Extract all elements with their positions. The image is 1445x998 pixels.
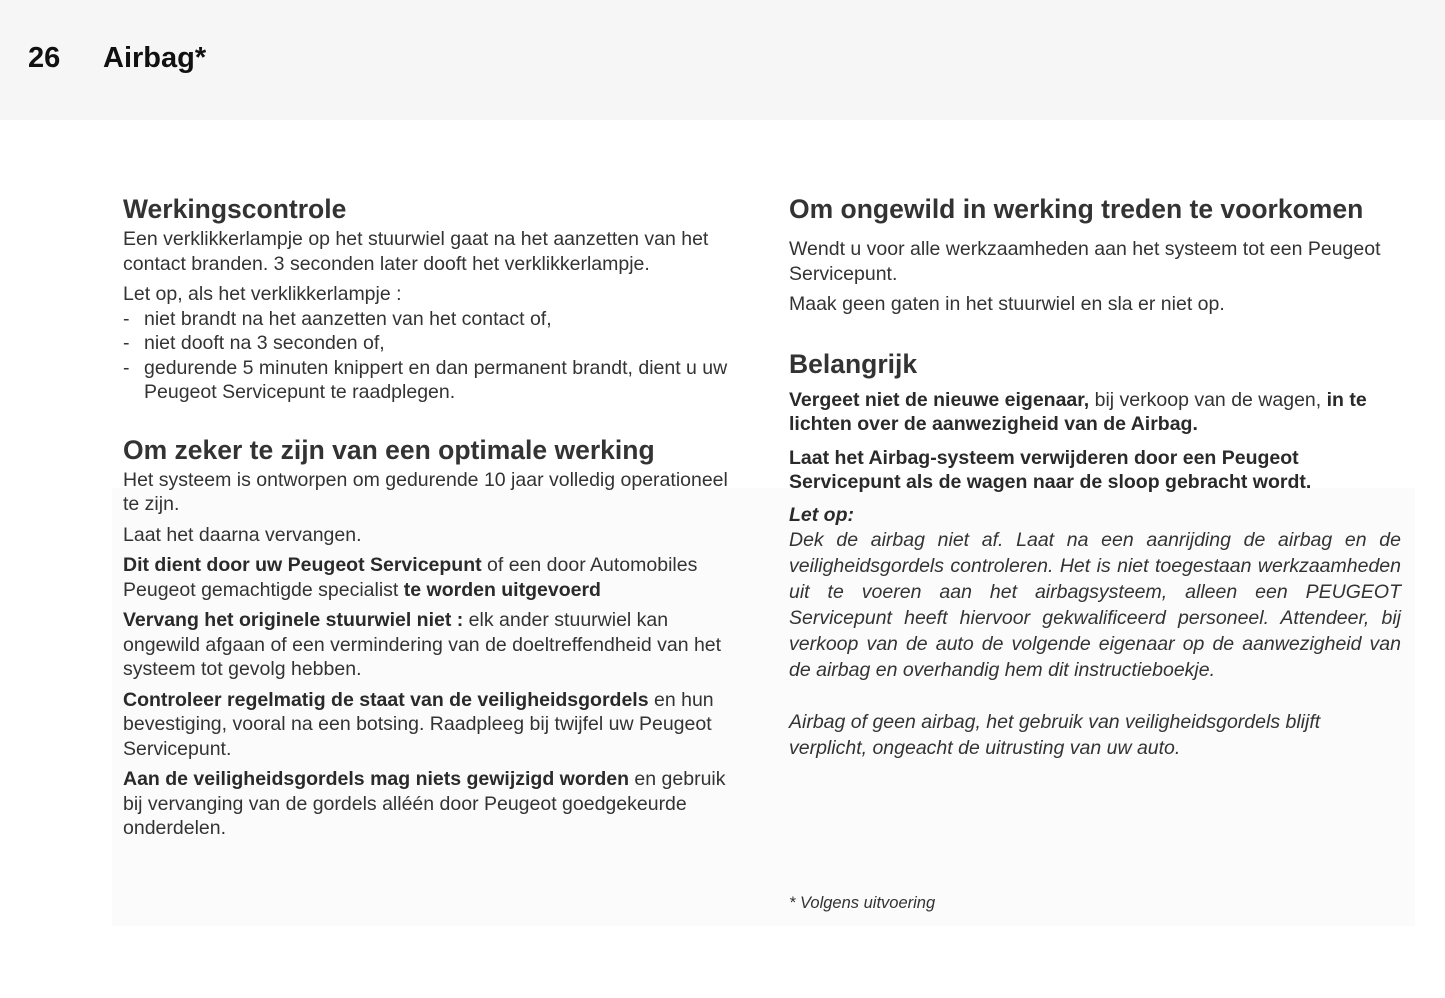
section-belangrijk (789, 347, 1401, 762)
text: en hun bevestiging, vooral na een botsing. Raadpleeg bij twijfel uw Peugeot Servicepunt. (123, 688, 714, 760)
section-optimale-werking (123, 433, 738, 841)
paragraph (123, 553, 738, 602)
bold-text: Vergeet niet de nieuwe eigenaar, (789, 388, 1090, 411)
section-heading: Werkingscontrole (123, 194, 347, 224)
paragraph: Een verklikkerlampje op het stuurwiel gaat na het aanzetten van het contact branden. 3 seconden later dooft het verklikkerlampje. (123, 228, 709, 275)
paragraph (789, 446, 1401, 495)
dash-list (123, 307, 738, 405)
bold-italic-text: Let op: (789, 503, 854, 526)
section-ongewild-in-werking (789, 192, 1401, 317)
paragraph: Dek de airbag niet af. Laat na een aanrijding de airbag en de veiligheidsgordels controleren. Het is niet toegestaan werkzaamheden uit te voeren aan het airbagsysteem, alleen een PEUGEOT Servicepunt heeft hiervoor gekwalificeerd personeel. Attendeer, bij verkoop van de auto de volgende eigenaar op de aanwezigheid van de airbag en overhandig hem dit instructieboekje. (789, 529, 1401, 681)
bold-text: Laat het Airbag-systeem verwijderen door een Peugeot Servicepunt als de wagen naar de sloop gebracht wordt. (789, 446, 1312, 493)
paragraph (123, 608, 738, 682)
paragraph (123, 688, 738, 762)
right-column (789, 192, 1401, 761)
footnote: * Volgens uitvoering (789, 894, 936, 912)
section-heading: Om zeker te zijn van een optimale werking (123, 434, 655, 465)
list-item: - niet dooft na 3 seconden of, (123, 331, 738, 356)
text: of een door Automobiles Peugeot gemachtigde specialist (123, 554, 698, 601)
bold-text: in te lichten over de aanwezigheid van de Airbag. (789, 388, 1367, 435)
text: bij verkoop van de wagen, (1089, 388, 1327, 411)
section-werkingscontrole (123, 192, 738, 405)
text: en gebruik bij vervanging van de gordels alléén door Peugeot goedgekeurde onderdelen. (123, 768, 726, 839)
page-title: Airbag* (103, 42, 207, 74)
paragraph (123, 767, 738, 841)
paragraph: Het systeem is ontworpen om gedurende 10 jaar volledig operationeel te zijn. (123, 468, 728, 515)
paragraph: Airbag of geen airbag, het gebruik van veiligheidsgordels blijft verplicht, ongeacht de uitrusting van uw auto. (789, 711, 1321, 759)
list-item: - niet brandt na het aanzetten van het contact of, (123, 307, 738, 332)
page-number: 26 (28, 42, 61, 74)
paragraph: Maak geen gaten in het stuurwiel en sla er niet op. (789, 293, 1225, 315)
list-item: - gedurende 5 minuten knippert en dan permanent brandt, dient u uw Peugeot Servicepunt te raadplegen. (123, 356, 738, 405)
bold-text: Controleer regelmatig de staat van de veiligheidsgordels (123, 688, 649, 711)
left-column (123, 192, 738, 841)
bold-text: Vervang het originele stuurwiel niet : (123, 609, 464, 631)
text: elk ander stuurwiel kan ongewild afgaan of een vermindering van de doeltreffendheid van het systeem tot gevolg hebben. (123, 609, 722, 680)
paragraph (789, 388, 1401, 437)
let-op-label (789, 503, 1401, 528)
section-heading: Belangrijk (789, 348, 918, 379)
bold-text: Aan de veiligheidsgordels mag niets gewijzigd worden (123, 768, 630, 790)
paragraph: Let op, als het verklikkerlampje : (123, 283, 402, 305)
paragraph: Wendt u voor alle werkzaamheden aan het systeem tot een Peugeot Servicepunt. (789, 238, 1381, 285)
page-header (0, 0, 1445, 120)
bold-text: Dit dient door uw Peugeot Servicepunt (123, 554, 482, 576)
section-heading: Om ongewild in werking treden te voorkomen (789, 194, 1364, 224)
bold-text: te worden uitgevoerd (403, 578, 601, 601)
paragraph: Laat het daarna vervangen. (123, 523, 362, 546)
